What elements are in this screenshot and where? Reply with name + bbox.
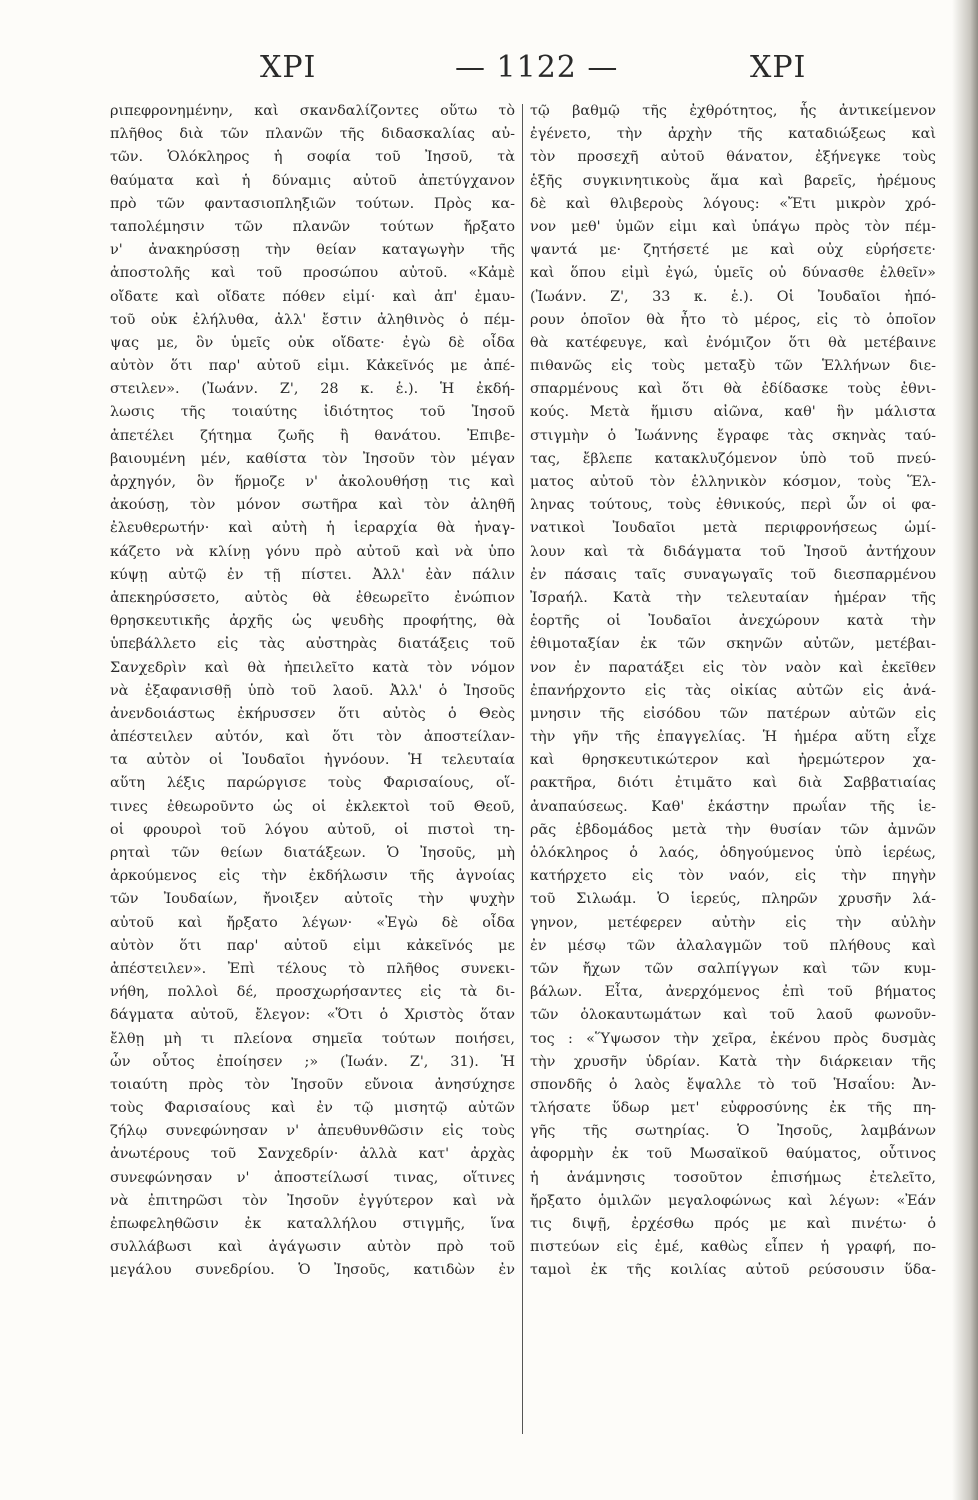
text-line: τῶν ἤχων τῶν σαλπίγγων καὶ τῶν κυμ- — [530, 960, 936, 977]
text-line: Σανχεδρὶν καὶ θὰ ἠπειλεῖτο κατὰ τὸν νόμον — [110, 659, 515, 676]
text-line: τα αὐτὸν οἱ Ἰουδαῖοι ἠγνόουν. Ἡ τελευταία — [110, 752, 515, 769]
text-line: πλῆθος διὰ τῶν πλανῶν τῆς διδασκαλίας αὐ- — [110, 126, 515, 143]
text-line: τῶν ὁλοκαυτωμάτων καὶ τοῦ λαοῦ φωνοῦν- — [530, 1007, 936, 1024]
text-line: ἀποστολῆς καὶ τοῦ προσώπου αὐτοῦ. «Κἀμὲ — [110, 265, 515, 282]
text-line: αὕτη λέξις παρώργισε τοὺς Φαρισαίους, οἵ- — [110, 775, 515, 792]
text-line: σπονδῆς ὁ λαὸς ἔψαλλε τὸ τοῦ Ἡσαΐου: Ἀν- — [530, 1076, 936, 1093]
text-line: ἐν μέσῳ τῶν ἀλαλαγμῶν τοῦ πλήθους καὶ — [530, 937, 936, 954]
text-line: λωσις τῆς τοιαύτης ἰδιότητος τοῦ Ἰησοῦ — [110, 404, 515, 421]
text-line: αὐτὸν ὅτι παρ' αὐτοῦ εἰμι. Κἀκεῖνός με ἀπέ- — [110, 358, 515, 375]
left-text-column — [110, 100, 515, 1480]
text-line: τῶν. Ὁλόκληρος ἡ σοφία τοῦ Ἰησοῦ, τὰ — [110, 149, 515, 166]
text-line: πιθανῶς εἰς τοὺς μεταξὺ τῶν Ἑλλήνων διε- — [530, 358, 936, 375]
text-line: τῷ βαθμῷ τῆς ἐχθρότητος, ἧς ἀντικείμενον — [530, 103, 936, 119]
text-line: κάζετο νὰ κλίνῃ γόνυ πρὸ αὐτοῦ καὶ νὰ ὑπο — [110, 543, 515, 560]
text-line: θὰ κατέφευγε, καὶ ἐνόμιζον ὅτι θὰ μετέβαινε — [530, 334, 936, 351]
text-line: μεγάλου συνεδρίου. Ὁ Ἰησοῦς, κατιδὼν ἐν — [110, 1262, 515, 1279]
text-line: (Ἰωάνν. Ζ', 33 κ. ἑ.). Οἱ Ἰουδαῖοι ἠπό- — [530, 288, 936, 305]
text-line: στειλεν». (Ἰωάνν. Ζ', 28 κ. ἑ.). Ἡ ἐκδή- — [110, 381, 515, 398]
text-line: ταμοὶ ἐκ τῆς κοιλίας αὐτοῦ ρεύσουσιν ὕδα- — [530, 1262, 936, 1279]
text-line: ληνας τούτους, τοὺς ἐθνικούς, περὶ ὧν οἱ φα- — [530, 497, 936, 514]
text-line: αὐτὸν ὅτι παρ' αὐτοῦ εἰμι κἀκεῖνός με — [110, 937, 515, 954]
text-line: οἱ φρουροὶ τοῦ λόγου αὐτοῦ, οἱ πιστοὶ τη- — [110, 821, 515, 838]
text-line: ἀκούσῃ, τὸν μόνον σωτῆρα καὶ τὸν ἀληθῆ — [110, 497, 515, 514]
text-line: κατήρχετο εἰς τὸν ναόν, εἰς τὴν πηγὴν — [530, 868, 936, 885]
text-line: ταπολέμησιν τῶν πλανῶν τούτων ἤρξατο — [110, 218, 515, 235]
text-line: τοὺς Φαρισαίους καὶ ἐν τῷ μισητῷ αὐτῶν — [110, 1100, 515, 1117]
text-line: ψας με, ὃν ὑμεῖς οὐκ οἴδατε· ἐγὼ δὲ οἶδα — [110, 334, 515, 351]
text-line: μνησιν τῆς εἰσόδου τῶν πατέρων αὐτῶν εἰς — [530, 705, 936, 722]
text-line: κύψῃ αὐτῷ ἐν τῇ πίστει. Ἀλλ' ἐὰν πάλιν — [110, 566, 515, 583]
text-line: δὲ καὶ θλιβεροὺς λόγους: «Ἔτι μικρὸν χρό- — [530, 195, 936, 212]
text-line: τινες ἐθεωροῦντο ὡς οἱ ἐκλεκτοὶ τοῦ Θεοῦ, — [110, 798, 515, 815]
text-line: ἐγένετο, τὴν ἀρχὴν τῆς καταδιώξεως καὶ — [530, 126, 936, 143]
text-line: ἀρχηγόν, ὃν ἥρμοζε ν' ἀκολουθήσῃ τις καὶ — [110, 474, 515, 490]
text-line: κούς. Μετὰ ἥμισυ αἰῶνα, καθ' ἣν μάλιστα — [530, 404, 936, 421]
text-line: ἐπωφεληθῶσιν ἐκ καταλλήλου στιγμῆς, ἵνα — [110, 1216, 515, 1232]
text-line: καὶ θρησκευτικώτερον καὶ ἠρεμώτερον χα- — [530, 752, 936, 769]
text-line: δάγματα αὐτοῦ, ἔλεγον: «Ὅτι ὁ Χριστὸς ὅταν — [110, 1007, 515, 1024]
text-line: ἀπεκηρύσσετο, αὐτὸς θὰ ἐθεωρεῖτο ἐνώπιον — [110, 589, 515, 606]
text-line: οἴδατε καὶ οἴδατε πόθεν εἰμί· καὶ ἀπ' ἐμαυ- — [110, 288, 515, 305]
text-line: ριπεφρονημένην, καὶ σκανδαλίζοντες οὕτω τὸ — [110, 103, 515, 119]
text-line: ἐθιμοταξίαν ἐκ τῶν σκηνῶν αὐτῶν, μετέβαι- — [530, 636, 936, 653]
page-number: — 1122 — — [455, 50, 619, 85]
text-line: θρησκευτικῆς ἀρχῆς ὡς ψευδὴς προφήτης, θὰ — [110, 613, 515, 630]
text-line: ζήλῳ συνεφώνησαν ν' ἀπευθυνθῶσιν εἰς τοὺς — [110, 1123, 515, 1140]
text-line: ρουν ὁποῖον θὰ ἦτο τὸ μέρος, εἰς τὸ ὁποῖον — [530, 311, 936, 328]
text-line: πιστεύων εἰς ἐμέ, καθὼς εἶπεν ἡ γραφή, πο- — [530, 1239, 936, 1256]
text-line: γῆς τῆς σωτηρίας. Ὁ Ἰησοῦς, λαμβάνων — [530, 1123, 936, 1140]
text-line: ἀπέστειλεν». Ἐπὶ τέλους τὸ πλῆθος συνεκι- — [110, 960, 515, 977]
text-line: ἀπετέλει ζήτημα ζωῆς ἢ θανάτου. Ἐπιβε- — [110, 427, 515, 444]
text-line: νον ἐν παρατάξει εἰς τὸν ναὸν καὶ ἐκεῖθεν — [530, 659, 936, 676]
text-line: ἐλευθερωτήν· καὶ αὐτὴ ἡ ἱεραρχία θὰ ἠναγ- — [110, 520, 515, 537]
header-left-keyword: ΧΡΙ — [260, 50, 317, 85]
text-line: ἤρξατο ὁμιλῶν μεγαλοφώνως καὶ λέγων: «Ἐάν — [530, 1192, 936, 1209]
text-line: ἔλθῃ μὴ τι πλείονα σημεῖα τούτων ποιήσει, — [110, 1030, 515, 1047]
text-line: ρᾶς ἑβδομάδος μετὰ τὴν θυσίαν τῶν ἀμνῶν — [530, 821, 936, 838]
text-line: βαιουμένη μέν, καθίστα τὸν Ἰησοῦν τὸν μέγαν — [110, 450, 515, 467]
text-line: νὰ ἐπιτηρῶσι τὸν Ἰησοῦν ἐγγύτερον καὶ νὰ — [110, 1192, 515, 1209]
text-line: λουν καὶ τὰ διδάγματα τοῦ Ἰησοῦ ἀντήχουν — [530, 543, 936, 560]
text-line: ἀνενδοιάστως ἐκήρυσσεν ὅτι αὐτὸς ὁ Θεὸς — [110, 705, 515, 722]
column-divider — [522, 104, 523, 1434]
text-line: ρηταὶ τῶν θείων διατάξεων. Ὁ Ἰησοῦς, μὴ — [110, 845, 515, 861]
text-line: αὐτοῦ καὶ ἤρξατο λέγων· «Ἐγὼ δὲ οἶδα — [110, 914, 515, 931]
text-line: τῶν Ἰουδαίων, ἤνοιξεν αὐτοῖς τὴν ψυχὴν — [110, 891, 515, 908]
text-line: τλήσατε ὕδωρ μετ' εὐφροσύνης ἐκ τῆς πη- — [530, 1100, 936, 1117]
text-line: θαύματα καὶ ἡ δύναμις αὐτοῦ ἀπετύγχανον — [110, 172, 515, 189]
text-line: ἡ ἀνάμνησις τοσοῦτον ἐπισήμως ἐτελεῖτο, — [530, 1169, 936, 1186]
running-header — [110, 50, 845, 94]
text-line: Ἰσραήλ. Κατὰ τὴν τελευταίαν ἡμέραν τῆς — [530, 589, 936, 606]
text-line: νον μεθ' ὑμῶν εἰμι καὶ ὑπάγω πρὸς τὸν πέμ- — [530, 218, 936, 235]
text-line: ἐπανήρχοντο εἰς τὰς οἰκίας αὐτῶν εἰς ἀνά- — [530, 682, 936, 699]
text-line: ἑξῆς συγκινητικοὺς ἅμα καὶ βαρεῖς, ἠρέμους — [530, 172, 936, 189]
text-line: τις διψῇ, ἐρχέσθω πρός με καὶ πινέτω· ὁ — [530, 1216, 936, 1232]
text-line: ρακτῆρα, διότι ἐτιμᾶτο καὶ διὰ Σαββατιαίας — [530, 775, 936, 792]
text-line: ὁλόκληρος ὁ λαός, ὁδηγούμενος ὑπὸ ἱερέως, — [530, 845, 936, 861]
text-line: συλλάβωσι καὶ ἀγάγωσιν αὐτὸν πρὸ τοῦ — [110, 1239, 515, 1256]
header-right-keyword: ΧΡΙ — [750, 50, 807, 85]
text-line: ἐν πάσαις ταῖς συναγωγαῖς τοῦ διεσπαρμένου — [530, 566, 936, 583]
text-line: ἀναπαύσεως. Καθ' ἑκάστην πρωΐαν τῆς ἱε- — [530, 798, 936, 815]
text-line: νατικοὶ Ἰουδαῖοι μετὰ περιφρονήσεως ὡμί- — [530, 520, 936, 537]
page-edge-shadow — [952, 0, 978, 1500]
text-line: ἀπέστειλεν αὐτόν, καὶ ὅτι τὸν ἀποστείλαν- — [110, 729, 515, 746]
text-line: ὧν οὗτος ἐποίησεν ;» (Ἰωάν. Ζ', 31). Ἡ — [110, 1053, 515, 1070]
text-line: τας, ἔβλεπε κατακλυζόμενον ὑπὸ τοῦ πνεύ- — [530, 450, 936, 467]
text-line: συνεφώνησαν ν' ἀποστείλωσί τινας, οἵτινες — [110, 1169, 515, 1186]
text-line: ὑπεβάλλετο εἰς τὰς αὐστηρὰς διατάξεις τοῦ — [110, 636, 515, 653]
text-line: σπαρμένους καὶ ὅτι θὰ ἐδίδασκε τοὺς ἐθνι- — [530, 381, 936, 398]
text-line: βάλων. Εἶτα, ἀνερχόμενος ἐπὶ τοῦ βήματος — [530, 984, 936, 1001]
text-line: ἀρκούμενος εἰς τὴν ἐκδήλωσιν τῆς ἀγνοίας — [110, 868, 515, 885]
text-line: νὰ ἐξαφανισθῇ ὑπὸ τοῦ λαοῦ. Ἀλλ' ὁ Ἰησοῦς — [110, 682, 515, 699]
text-line: πρὸ τῶν φαντασιοπληξιῶν τούτων. Πρὸς κα- — [110, 195, 515, 212]
text-line: ἀνωτέρους τοῦ Σανχεδρίν· ἀλλὰ κατ' ἀρχὰς — [110, 1146, 515, 1163]
text-line: τοῦ Σιλωάμ. Ὁ ἱερεύς, πληρῶν χρυσῆν λά- — [530, 891, 936, 908]
text-line: ἑορτῆς οἱ Ἰουδαῖοι ἀνεχώρουν κατὰ τὴν — [530, 613, 936, 630]
text-line: τοῦ οὐκ ἐλήλυθα, ἀλλ' ἔστιν ἀληθινὸς ὁ πέμ- — [110, 311, 515, 328]
text-line: νήθη, πολλοὶ δέ, προσχωρήσαντες εἰς τὰ δι- — [110, 984, 515, 1001]
text-line: γηνον, μετέφερεν αὐτὴν εἰς τὴν αὐλὴν — [530, 914, 936, 931]
right-text-column — [530, 100, 936, 1480]
text-line: ψαντά με· ζητήσετέ με καὶ οὐχ εὑρήσετε· — [530, 242, 936, 259]
text-line: ν' ἀνακηρύσσῃ τὴν θείαν καταγωγὴν τῆς — [110, 242, 515, 259]
text-line: τὸν προσεχῆ αὐτοῦ θάνατον, ἐξήνεγκε τοὺς — [530, 149, 936, 166]
text-line: τος : «Ὕψωσον τὴν χεῖρα, ἐκένου πρὸς δυσμὰς — [530, 1030, 936, 1047]
text-line: ἀφορμὴν ἐκ τοῦ Μωσαϊκοῦ θαύματος, οὗτινος — [530, 1146, 936, 1163]
text-line: στιγμὴν ὁ Ἰωάννης ἔγραφε τὰς σκηνὰς ταύ- — [530, 427, 936, 444]
text-line: καὶ ὅπου εἰμὶ ἐγώ, ὑμεῖς οὐ δύνασθε ἐλθεῖν» — [530, 265, 936, 282]
text-line: τοιαύτη πρὸς τὸν Ἰησοῦν εὔνοια ἀνησύχησε — [110, 1076, 515, 1093]
text-line: ματος αὐτοῦ τὸν ἑλληνικὸν κόσμον, τοὺς Ἕλ- — [530, 474, 936, 490]
text-line: τὴν χρυσῆν ὑδρίαν. Κατὰ τὴν διάρκειαν τῆς — [530, 1053, 936, 1070]
text-line: τὴν γῆν τῆς ἐπαγγελίας. Ἡ ἡμέρα αὕτη εἶχε — [530, 729, 936, 746]
